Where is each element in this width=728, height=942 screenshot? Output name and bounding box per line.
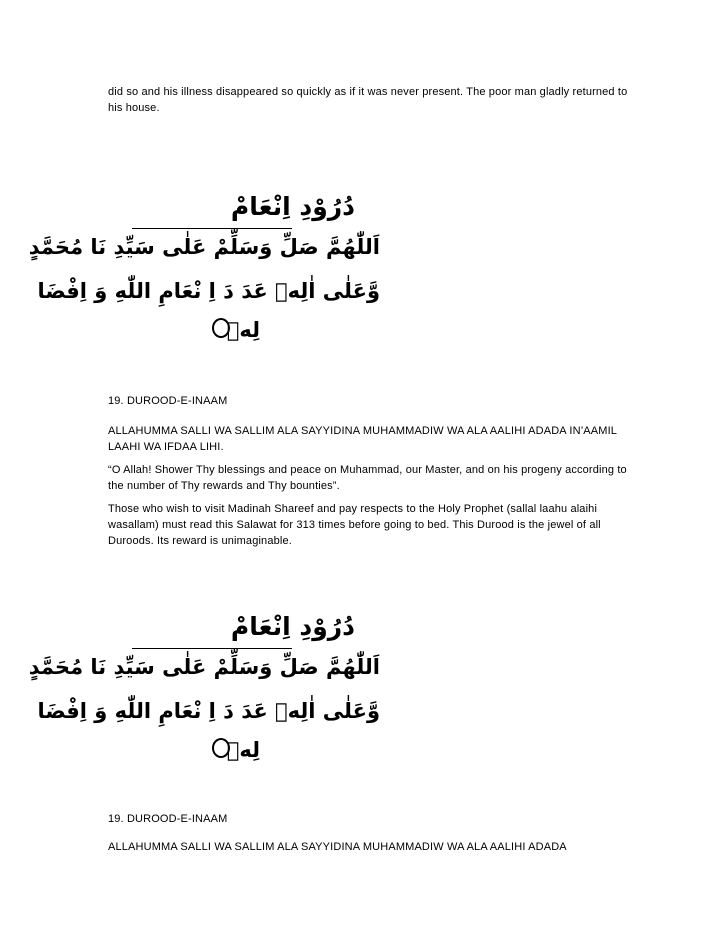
arabic-line-2: وَّعَلٰى اٰلِهٖ عَدَ دَ اِ نْعَامِ اللّٰهِ وَ اِفْضَا xyxy=(37,699,380,723)
transliteration-2: ALLAHUMMA SALLI WA SALLIM ALA SAYYIDINA MUHAMMADIW WA ALA AALIHI ADADA xyxy=(108,841,567,853)
paragraph-story-end: did so and his illness disappeared so quickly as if it was never present. The poor man gladly returned to his house. xyxy=(108,86,628,114)
arabic-line-2: وَّعَلٰى اٰلِهٖ عَدَ دَ اِ نْعَامِ اللّٰهِ وَ اِفْضَا xyxy=(37,279,380,303)
arabic-line-1: اَللّٰهُمَّ صَلِّ وَسَلِّمْ عَلٰى سَيِّدِ نَا مُحَمَّدٍ xyxy=(28,655,380,679)
arabic-title: دُرُوْدِ اِنْعَامْ xyxy=(230,612,355,641)
transliteration-1: ALLAHUMMA SALLI WA SALLIM ALA SAYYIDINA MUHAMMADIW WA ALA AALIHI ADADA IN’AAMIL LAAHI WA IFDAA LIHI. xyxy=(108,425,617,453)
arabic-line-3: لِهٖ xyxy=(226,318,260,342)
virtue-paragraph: Those who wish to visit Madinah Shareef and pay respects to the Holy Prophet (sallal laahu alaihi wasallam) must read this Salawat for 313 times before going to bed. This Durood is the jewel of all Duroods. Its reward is unimaginable. xyxy=(108,503,601,547)
title-underline xyxy=(132,228,292,229)
arabic-title: دُرُوْدِ اِنْعَامْ xyxy=(230,192,355,221)
section-heading-1: 19. DUROOD-E-INAAM xyxy=(108,395,228,407)
verse-end-circle-icon xyxy=(212,738,230,758)
arabic-line-3: لِهٖ xyxy=(226,738,260,762)
verse-end-circle-icon xyxy=(212,318,230,338)
arabic-line-1: اَللّٰهُمَّ صَلِّ وَسَلِّمْ عَلٰى سَيِّدِ نَا مُحَمَّدٍ xyxy=(28,235,380,259)
title-underline xyxy=(132,648,292,649)
section-heading-2: 19. DUROOD-E-INAAM xyxy=(108,813,228,825)
arabic-durood-image-2 xyxy=(28,610,380,775)
arabic-durood-image-1 xyxy=(28,190,380,355)
translation: “O Allah! Shower Thy blessings and peace on Muhammad, our Master, and on his progeny according to the number of Thy rewards and Thy bounties”. xyxy=(108,464,627,492)
